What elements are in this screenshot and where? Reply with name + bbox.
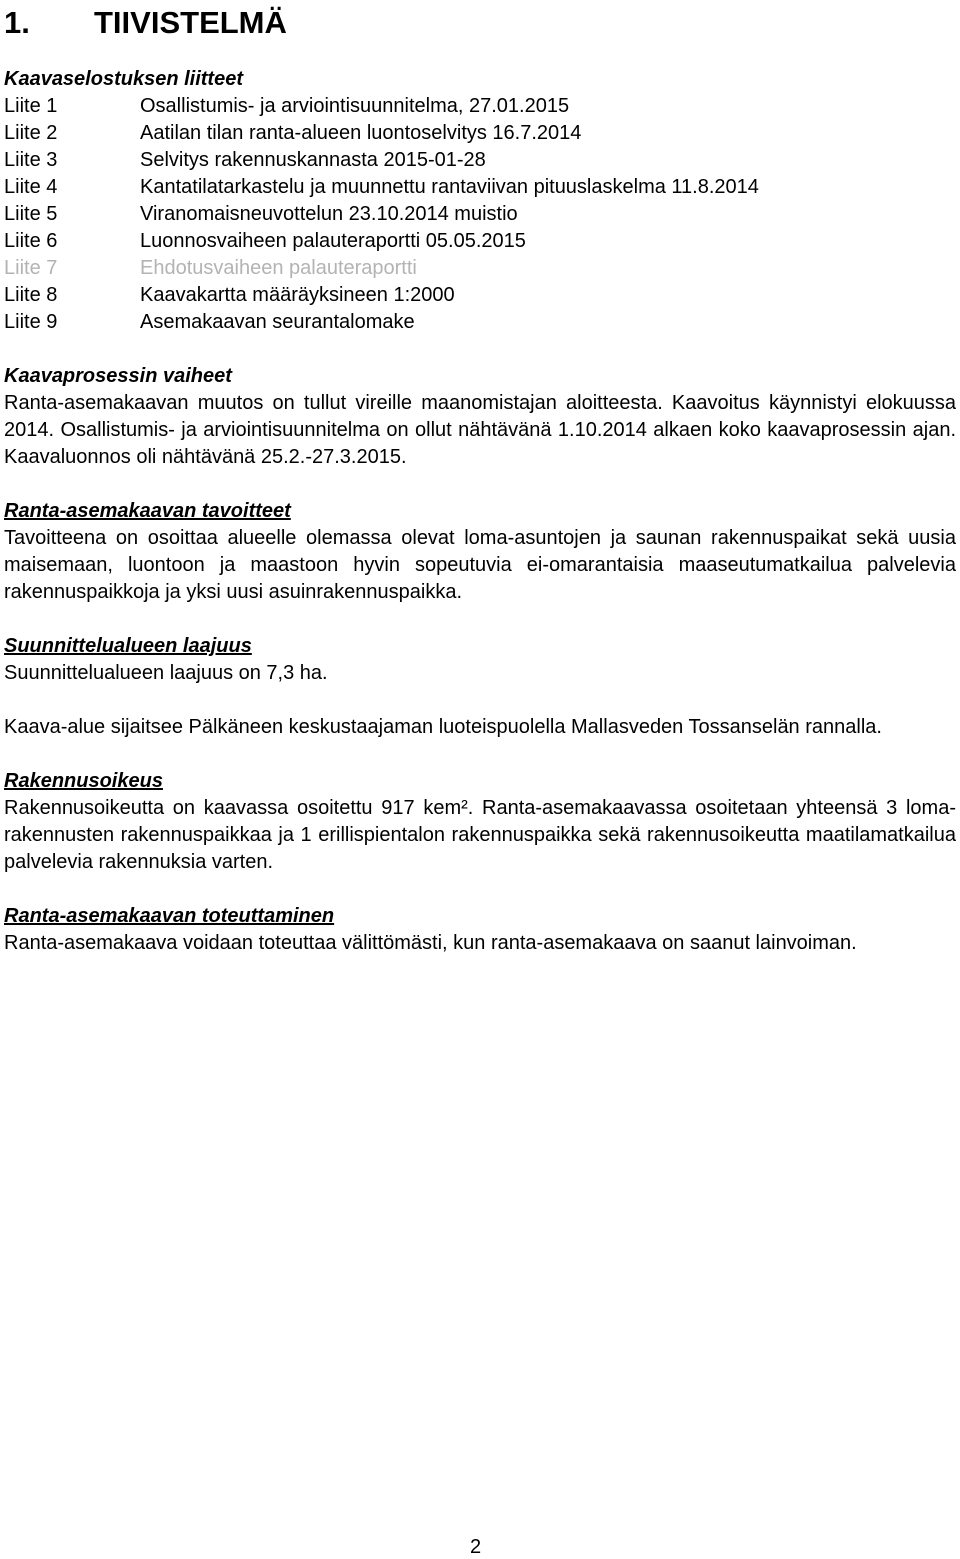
attachment-item (4, 309, 956, 336)
attachment-item (4, 174, 956, 201)
attachment-item (4, 201, 956, 228)
location-paragraph: Kaava-alue sijaitsee Pälkäneen keskustaajaman luoteispuolella Mallasveden Tossanselän rannalla. (4, 716, 882, 738)
attachment-item (4, 120, 956, 147)
attachment-label: Liite 4 (4, 176, 58, 198)
implementation-paragraph: Ranta-asemakaava voidaan toteuttaa välittömästi, kun ranta-asemakaava on saanut lainvoiman. (4, 932, 857, 954)
extent-heading: Suunnittelualueen laajuus (4, 635, 252, 657)
page-number: 2 (470, 1536, 482, 1558)
attachments-list (4, 93, 956, 336)
process-paragraph: Ranta-asemakaavan muutos on tullut vireille maanomistajan aloitteesta. Kaavoitus käynnistyi elokuussa 2014. Osallistumis- ja arviointisuunnitelma on ollut nähtävänä 1.10.2014 alkaen koko kaavaprosessin ajan. Kaavaluonnos oli nähtävänä 25.2.-27.3.2015. (4, 392, 956, 468)
attachment-label: Liite 5 (4, 203, 58, 225)
section-title: TIIVISTELMÄ (94, 5, 287, 40)
attachments-section (4, 66, 956, 336)
attachment-item (4, 147, 956, 174)
goals-paragraph: Tavoitteena on osoittaa alueelle olemassa olevat loma-asuntojen ja saunan rakennuspaikat sekä uusia maisemaan, luontoon ja maastoon hyvin sopeutuvia ei-omarantaisia maaseutumatkailua palvelevia rakennuspaikkoja ja yksi uusi asuinrakennuspaikka. (4, 527, 956, 603)
attachment-label: Liite 2 (4, 122, 58, 144)
attachment-text: Ehdotusvaiheen palauteraportti (140, 257, 417, 279)
extent-paragraph: Suunnittelualueen laajuus on 7,3 ha. (4, 662, 328, 684)
section-number: 1. (4, 5, 30, 40)
attachment-item (4, 282, 956, 309)
attachment-text: Aatilan tilan ranta-alueen luontoselvitys 16.7.2014 (140, 122, 582, 144)
attachment-text: Luonnosvaiheen palauteraportti 05.05.2015 (140, 230, 526, 252)
attachment-text: Kantatilatarkastelu ja muunnettu rantaviivan pituuslaskelma 11.8.2014 (140, 176, 759, 198)
attachment-label: Liite 7 (4, 257, 58, 279)
attachment-text: Osallistumis- ja arviointisuunnitelma, 27.01.2015 (140, 95, 570, 117)
goals-section (4, 498, 956, 606)
attachment-label: Liite 3 (4, 149, 58, 171)
attachment-text: Selvitys rakennuskannasta 2015-01-28 (140, 149, 486, 171)
attachment-text: Asemakaavan seurantalomake (140, 311, 415, 333)
page-title (4, 0, 287, 46)
implementation-section (4, 903, 956, 957)
goals-heading: Ranta-asemakaavan tavoitteet (4, 500, 291, 522)
attachment-label: Liite 8 (4, 284, 58, 306)
extent-section (4, 633, 956, 741)
building-rights-paragraph: Rakennusoikeutta on kaavassa osoitettu 917 kem². Ranta-asemakaavassa osoitetaan yhteensä 3 loma-rakennusten rakennuspaikkaa ja 1 erillispientalon rakennuspaikka sekä rakennusoikeutta maatilamatkailua palvelevia rakennuksia varten. (4, 797, 956, 873)
document-body (4, 66, 956, 957)
process-section (4, 363, 956, 471)
attachment-label: Liite 6 (4, 230, 58, 252)
building-rights-heading: Rakennusoikeus (4, 770, 163, 792)
building-rights-section (4, 768, 956, 876)
attachment-item (4, 228, 956, 255)
attachment-item-faded (4, 255, 956, 282)
attachment-text: Viranomaisneuvottelun 23.10.2014 muistio (140, 203, 518, 225)
implementation-heading: Ranta-asemakaavan toteuttaminen (4, 905, 335, 927)
attachment-label: Liite 9 (4, 311, 58, 333)
attachments-heading: Kaavaselostuksen liitteet (4, 68, 243, 90)
attachment-item (4, 93, 956, 120)
process-heading: Kaavaprosessin vaiheet (4, 365, 232, 387)
attachment-text: Kaavakartta määräyksineen 1:2000 (140, 284, 455, 306)
attachment-label: Liite 1 (4, 95, 58, 117)
